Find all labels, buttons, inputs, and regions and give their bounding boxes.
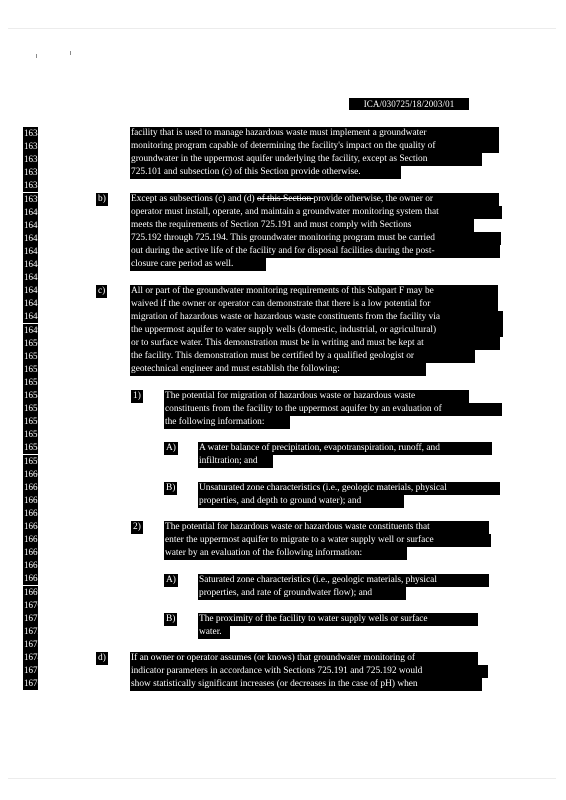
item-2b-line: water. — [198, 626, 230, 639]
item-1b-line: Unsaturated zone characteristics (i.e., geologic materials, physical — [198, 482, 500, 495]
line-number: 1646 — [24, 285, 42, 295]
scan-mark — [70, 51, 71, 55]
item-2-line: The potential for hazardous waste or hazardous waste constituents that — [164, 521, 489, 534]
para-a-line: facility that is used to manage hazardous waste must implement a groundwater — [130, 127, 499, 140]
para-c-line: waived if the owner or operator can demonstrate that there is a low potential for — [130, 298, 498, 311]
line-number: 1634 — [24, 128, 42, 138]
scan-mark — [36, 54, 37, 58]
line-number: 1665 — [24, 534, 42, 544]
item-1-label: 1) — [133, 391, 141, 401]
para-c-line: or to surface water. This demonstration must be in writing and must be kept at — [130, 337, 500, 350]
line-number: 1666 — [24, 547, 42, 557]
bottom-rule — [8, 778, 556, 779]
line-number: 1652 — [24, 364, 42, 374]
line-number: 1654 — [24, 390, 42, 400]
document-id: ICA/030725/18/2003/01 — [349, 98, 469, 110]
line-number: 1661 — [24, 482, 42, 492]
para-d-line: show statistically significant increases (or decreases in the case of pH) when — [130, 678, 482, 691]
item-1a-label: A) — [166, 443, 176, 453]
item-2a-line: properties, and rate of groundwater flow); and — [198, 587, 406, 600]
line-number: 1641 — [24, 220, 42, 230]
item-2-label: 2) — [133, 522, 141, 532]
line-number: 1674 — [24, 652, 42, 662]
item-2-line: water by an evaluation of the following information: — [164, 547, 407, 560]
line-number: 1673 — [24, 639, 42, 649]
item-1-line: The potential for migration of hazardous waste or hazardous waste — [164, 390, 469, 403]
line-number: 1671 — [24, 613, 42, 623]
para-b-line: operator must install, operate, and maintain a groundwater monitoring system that — [130, 206, 502, 219]
line-number: 1643 — [24, 246, 42, 256]
line-number: 1675 — [24, 665, 42, 675]
para-b-line: meets the requirements of Section 725.191 and must comply with Sections — [130, 219, 474, 232]
line-number: 1648 — [24, 311, 42, 321]
para-b-text: Except as subsections (c) and (d) — [131, 194, 257, 204]
para-b-struck-text: of this Section — [257, 194, 314, 204]
line-number: 1676 — [24, 678, 42, 688]
item-2a-label: A) — [166, 575, 176, 585]
line-number: 1670 — [24, 600, 42, 610]
top-rule — [8, 28, 556, 29]
line-number: 1669 — [24, 587, 42, 597]
para-b-line: out during the active life of the facility and for disposal facilities during the post- — [130, 245, 500, 258]
line-number: 1653 — [24, 377, 42, 387]
item-1b-line: properties, and depth to ground water); and — [198, 495, 404, 508]
line-number: 1642 — [24, 233, 42, 243]
line-number: 1656 — [24, 416, 42, 426]
line-number: 1664 — [24, 521, 42, 531]
line-number: 1659 — [24, 456, 42, 466]
item-1b-label: B) — [166, 483, 176, 493]
line-number: 1640 — [24, 207, 42, 217]
para-d-line: If an owner or operator assumes (or knows) that groundwater monitoring of — [130, 652, 478, 665]
item-2b-label: B) — [166, 614, 176, 624]
line-number: 1660 — [24, 469, 42, 479]
line-number: 1647 — [24, 298, 42, 308]
para-c-line: geotechnical engineer and must establish the following: — [130, 363, 426, 376]
para-a-line: 725.101 and subsection (c) of this Section provide otherwise. — [130, 166, 401, 179]
line-number: 1635 — [24, 141, 42, 151]
para-b-label: b) — [98, 194, 106, 204]
para-a-line: groundwater in the uppermost aquifer underlying the facility, except as Section — [130, 153, 482, 166]
line-number: 1655 — [24, 403, 42, 413]
para-c-line: All or part of the groundwater monitoring requirements of this Subpart F may be — [130, 285, 498, 298]
line-number: 1657 — [24, 429, 42, 439]
line-number: 1638 — [24, 180, 42, 190]
para-d-label: d) — [98, 653, 106, 663]
line-number: 1662 — [24, 495, 42, 505]
item-1a-line: infiltration; and — [198, 455, 273, 468]
line-number: 1645 — [24, 272, 42, 282]
line-number: 1667 — [24, 560, 42, 570]
line-number: 1663 — [24, 508, 42, 518]
line-number: 1649 — [24, 325, 42, 335]
line-number: 1668 — [24, 573, 42, 583]
para-c-line: the facility. This demonstration must be certified by a qualified geologist or — [130, 350, 475, 363]
line-number: 1644 — [24, 259, 42, 269]
line-number: 1650 — [24, 338, 42, 348]
para-c-label: c) — [98, 286, 106, 296]
item-1a-line: A water balance of precipitation, evapotranspiration, runoff, and — [198, 442, 492, 455]
para-d-line: indicator parameters in accordance with Sections 725.191 and 725.192 would — [130, 665, 488, 678]
line-number: 1658 — [24, 442, 42, 452]
line-number: 1639 — [24, 194, 42, 204]
line-number: 1651 — [24, 351, 42, 361]
para-b-text: provide otherwise, the owner or — [313, 194, 434, 204]
para-b-line: 725.192 through 725.194. This groundwater monitoring program must be carried — [130, 232, 501, 245]
item-1-line: constituents from the facility to the uppermost aquifer by an evaluation of — [164, 403, 502, 416]
para-b-line — [130, 193, 499, 206]
line-number: 1637 — [24, 167, 42, 177]
item-2a-line: Saturated zone characteristics (i.e., geologic materials, physical — [198, 574, 489, 587]
item-1-line: the following information: — [164, 416, 290, 429]
item-2-line: enter the uppermost aquifer to migrate to a water supply well or surface — [164, 534, 491, 547]
para-c-line: the uppermost aquifer to water supply wells (domestic, industrial, or agricultural) — [130, 324, 503, 337]
para-a-line: monitoring program capable of determining the facility's impact on the quality of — [130, 140, 499, 153]
para-b-line: closure care period as well. — [130, 258, 266, 271]
line-number: 1672 — [24, 626, 42, 636]
item-2b-line: The proximity of the facility to water supply wells or surface — [198, 613, 478, 626]
para-c-line: migration of hazardous waste or hazardous waste constituents from the facility via — [130, 311, 503, 324]
line-number: 1636 — [24, 154, 42, 164]
